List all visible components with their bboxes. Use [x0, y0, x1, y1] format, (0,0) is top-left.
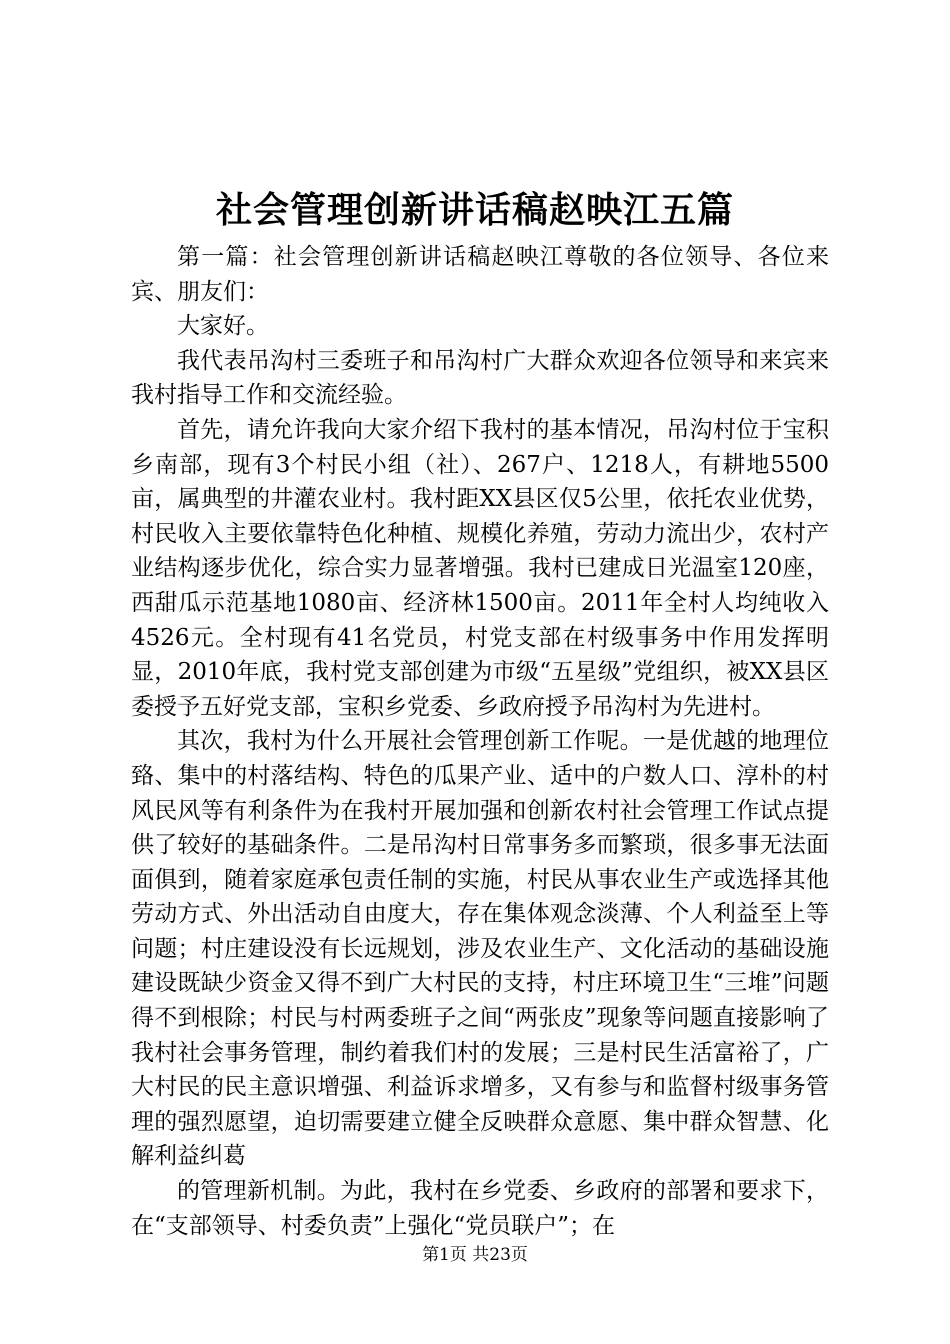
document-title: 社会管理创新讲话稿赵映江五篇 [215, 189, 734, 231]
document-body [131, 240, 829, 1243]
paragraph-2: 大家好。 [177, 313, 269, 340]
page-footer: 第1页 共23页 [422, 1245, 528, 1265]
paragraph-6: 的管理新机制。为此，我村在乡党委、乡政府的部署和要求下，在“支部领导、村委负责”上强化“党员联户”；在 [131, 1178, 829, 1239]
paragraph-5: 其次，我村为什么开展社会管理创新工作呢。一是优越的地理位臵、集中的村落结构、特色的瓜果产业、适中的户数人口、淳朴的村风民风等有利条件为在我村开展加强和创新农村社会管理工作试点提供了较好的基础条件。二是吊沟村日常事务多而繁琐，很多事无法面面俱到，随着家庭承包责任制的实施，村民从事农业生产或选择其他劳动方式、外出活动自由度大，存在集体观念淡薄、个人利益至上等问题；村庄建设没有长远规划，涉及农业生产、文化活动的基础设施建设既缺少资金又得不到广大村民的支持，村庄环境卫生“三堆”问题得不到根除；村民与村两委班子之间“两张皮”现象等问题直接影响了我村社会事务管理，制约着我们村的发展；三是村民生活富裕了，广大村民的民主意识增强、利益诉求增多，又有参与和监督村级事务管理的强烈愿望，迫切需要建立健全反映群众意愿、集中群众智慧、化解利益纠葛 [131, 728, 829, 1170]
paragraph-1: 第一篇：社会管理创新讲话稿赵映江尊敬的各位领导、各位来宾、朋友们： [131, 244, 829, 305]
paragraph-4: 首先，请允许我向大家介绍下我村的基本情况，吊沟村位于宝积乡南部，现有3个村民小组（社）、267户、1218人，有耕地5500亩，属典型的井灌农业村。我村距XX县区仅5公里，依托农业优势，村民收入主要依靠特色化种植、规模化养殖，劳动力流出少，农村产业结构逐步优化，综合实力显著增强。我村已建成日光温室120座，西甜瓜示范基地1080亩、经济林1500亩。2011年全村人均纯收入4526元。全村现有41名党员，村党支部在村级事务中作用发挥明显，2010年底，我村党支部创建为市级“五星级”党组织，被XX县区委授予五好党支部，宝积乡党委、乡政府授予吊沟村为先进村。 [131, 416, 829, 720]
paragraph-3: 我代表吊沟村三委班子和吊沟村广大群众欢迎各位领导和来宾来我村指导工作和交流经验。 [131, 347, 829, 409]
